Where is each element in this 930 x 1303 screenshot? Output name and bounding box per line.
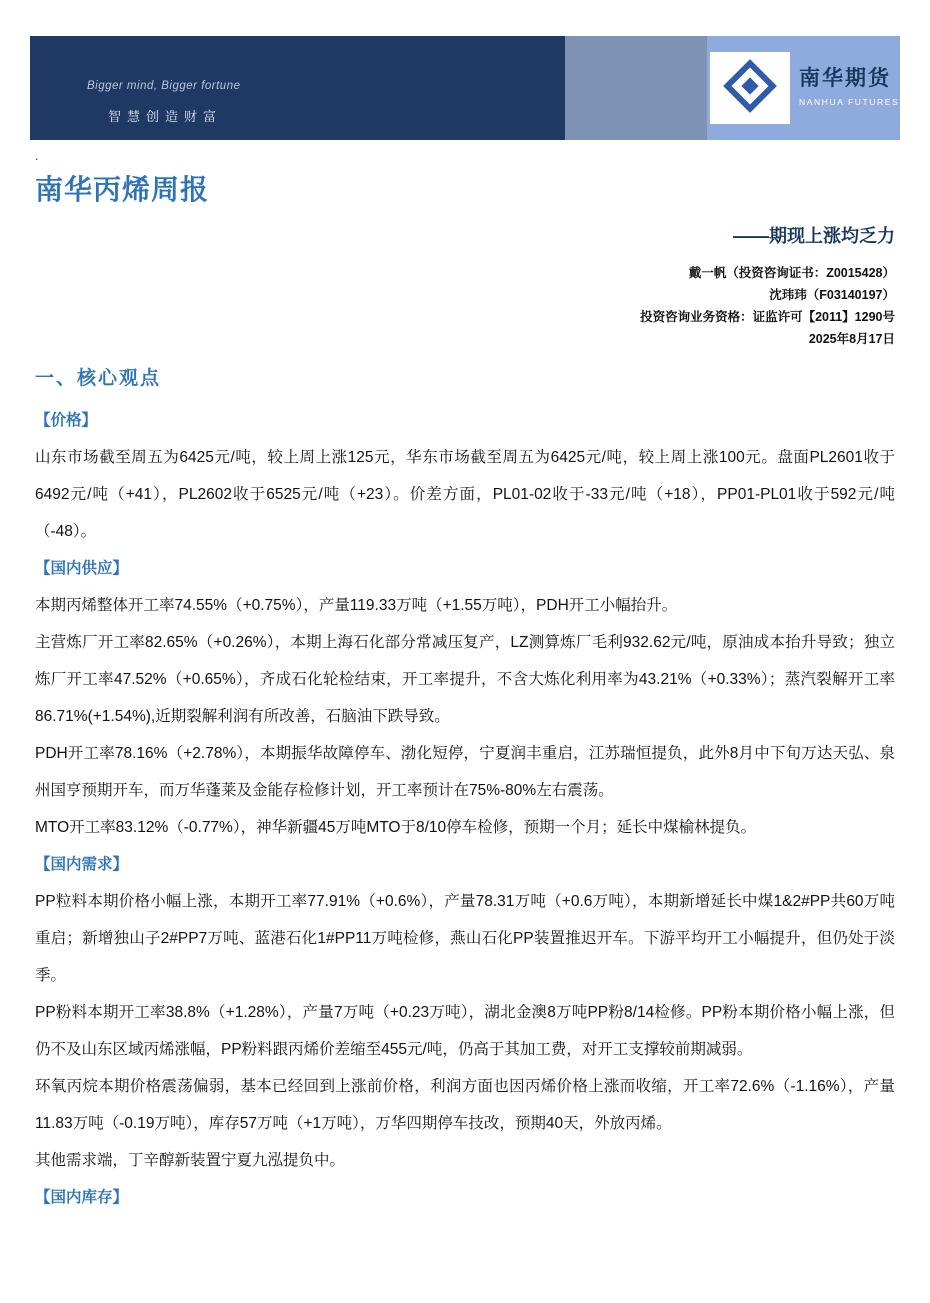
section-heading-core-views: 一、核心观点 bbox=[35, 368, 162, 389]
body-paragraph: 本期丙烯整体开工率74.55%（+0.75%），产量119.33万吨（+1.55万吨），PDH开工小幅抬升。 bbox=[35, 597, 678, 614]
author-block bbox=[35, 262, 895, 350]
report-title: 南华丙烯周报 bbox=[35, 174, 210, 205]
author-line: 沈玮玮（F03140197） bbox=[769, 288, 895, 302]
body-paragraph: PP粒料本期价格小幅上涨，本期开工率77.91%（+0.6%），产量78.31万吨（+0.6万吨），本期新增延长中煤1&2#PP共60万吨重启；新增独山子2#PP7万吨、蓝港石化1#PP11万吨检修，燕山石化PP装置推迟开车。下游平均开工小幅提升，但仍处于淡季。 bbox=[35, 893, 895, 984]
body-paragraph: 山东市场截至周五为6425元/吨，较上周上涨125元，华东市场截至周五为6425元/吨，较上周上涨100元。盘面PL2601收于6492元/吨（+41），PL2602收于6525元/吨（+23）。价差方面，PL01-02收于-33元/吨（+18），PP01-PL01收于592元/吨（-48）。 bbox=[35, 449, 895, 540]
body-paragraph: MTO开工率83.12%（-0.77%），神华新疆45万吨MTO于8/10停车检修，预期一个月；延长中煤榆林提负。 bbox=[35, 819, 757, 836]
body-paragraph: 其他需求端，丁辛醇新装置宁夏九泓提负中。 bbox=[35, 1152, 346, 1169]
tagline-english: Bigger mind, Bigger fortune bbox=[87, 80, 241, 92]
stray-dot: . bbox=[35, 149, 39, 163]
logo-tile bbox=[710, 52, 790, 124]
subsection-heading: 【价格】 bbox=[35, 412, 98, 429]
body-paragraph: 主营炼厂开工率82.65%（+0.26%），本期上海石化部分常减压复产，LZ测算炼厂毛利932.62元/吨，原油成本抬升导致；独立炼厂开工率47.52%（+0.65%），齐成石化轮检结束，开工率提升，不含大炼化利用率为43.21%（+0.33%）；蒸汽裂解开工率86.71%(+1.54%),近期裂解利润有所改善，石脑油下跌导致。 bbox=[35, 634, 895, 725]
body-paragraph: 环氧丙烷本期价格震荡偏弱，基本已经回到上涨前价格，利润方面也因丙烯价格上涨而收缩，开工率72.6%（-1.16%），产量11.83万吨（-0.19万吨），库存57万吨（+1万吨），万华四期停车技改，预期40天，外放丙烯。 bbox=[35, 1078, 895, 1132]
author-line: 戴一帆（投资咨询证书：Z0015428） bbox=[688, 266, 895, 280]
banner-mid-block bbox=[565, 36, 707, 140]
header-banner bbox=[30, 36, 900, 140]
banner-logo-block bbox=[707, 36, 900, 140]
body-paragraph: PP粉料本期开工率38.8%（+1.28%），产量7万吨（+0.23万吨），湖北金澳8万吨PP粉8/14检修。PP粉本期价格小幅上涨，但仍不及山东区域丙烯涨幅，PP粉料跟丙烯价差缩至455元/吨，仍高于其加工费，对开工支撑较前期减弱。 bbox=[35, 1004, 895, 1058]
report-body bbox=[35, 402, 895, 1216]
subsection-heading: 【国内需求】 bbox=[35, 856, 129, 873]
logo-wordmark bbox=[799, 62, 899, 107]
body-paragraph: PDH开工率78.16%（+2.78%），本期振华故障停车、渤化短停，宁夏润丰重启，江苏瑞恒提负，此外8月中下旬万达天弘、泉州国亨预期开车，而万华蓬莱及金能存检修计划，开工率预计在75%-80%左右震荡。 bbox=[35, 745, 895, 799]
tagline-chinese: 智慧创造财富 bbox=[108, 109, 223, 124]
subsection-heading: 【国内供应】 bbox=[35, 560, 129, 577]
report-date: 2025年8月17日 bbox=[808, 332, 895, 346]
license-line: 投资咨询业务资格：证监许可【2011】1290号 bbox=[640, 310, 895, 324]
logo-name-cn: 南华期货 bbox=[799, 67, 891, 90]
report-subtitle: ——期现上涨均乏力 bbox=[733, 226, 895, 246]
document-content bbox=[35, 148, 895, 1216]
logo-name-en: NANHUA FUTURES bbox=[799, 97, 900, 107]
subsection-heading: 【国内库存】 bbox=[35, 1189, 129, 1206]
banner-dark-block bbox=[30, 36, 565, 140]
nanhua-logo-icon bbox=[723, 59, 777, 118]
